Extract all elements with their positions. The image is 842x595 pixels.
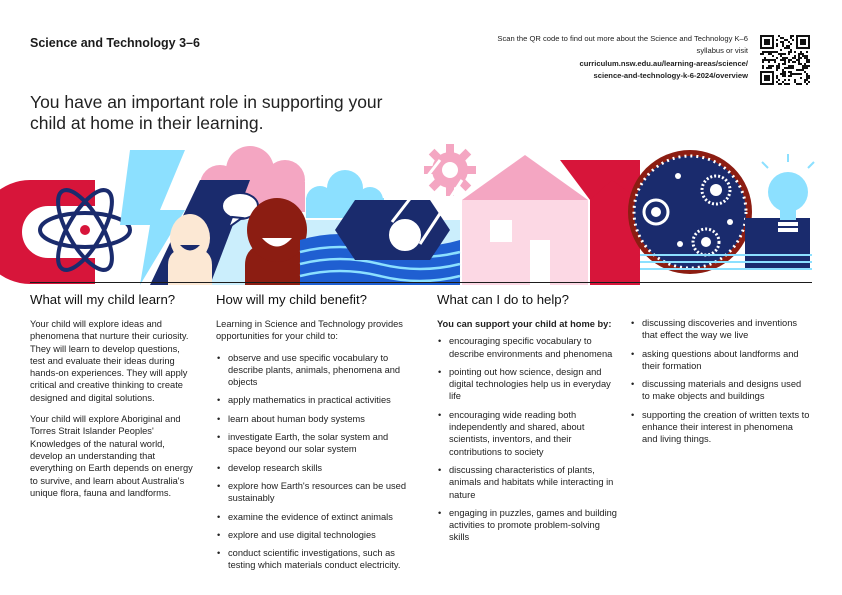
list-item: • pointing out how science, design and digital technologies help us in everyday life — [437, 366, 620, 403]
house-icon — [462, 155, 640, 285]
help-section-continued — [630, 317, 810, 452]
list-item: • examine the evidence of extinct animals — [216, 511, 412, 523]
header-title: Science and Technology 3–6 — [30, 36, 200, 50]
list-item: • apply mathematics in practical activities — [216, 394, 412, 406]
qr-instruction: Scan the QR code to find out more about the Science and Technology K–6 syllabus or visit — [497, 34, 748, 56]
list-item: • discussing materials and designs used to make objects and buildings — [630, 378, 810, 403]
adult-figure-icon — [245, 198, 309, 285]
help-heading: What can I do to help? — [437, 292, 569, 307]
list-item: • investigate Earth, the solar system and space beyond our solar system — [216, 431, 412, 456]
list-item: • learn about human body systems — [216, 413, 412, 425]
benefit-heading: How will my child benefit? — [216, 292, 367, 307]
syllabus-link-line-2[interactable]: science-and-technology-k-6-2024/overview — [593, 71, 748, 81]
help-list-continued — [630, 317, 810, 446]
list-item: • observe and use specific vocabulary to describe plants, animals, phenomena and objects — [216, 352, 412, 389]
help-list — [437, 335, 620, 543]
list-item: • explore how Earth's resources can be used sustainably — [216, 480, 412, 505]
qr-caption — [488, 33, 748, 83]
list-item: • supporting the creation of written texts to enhance their interest in phenomena and living things. — [630, 409, 810, 446]
learn-paragraph: Your child will explore Aboriginal and Torres Strait Islander Peoples' Knowledges of the natural world, develop an understanding that everything on Earth depends on energy to survive, and learn about Australia's unique flora, fauna and landforms. — [30, 414, 193, 498]
headline: You have an important role in supporting your child at home in their learning. — [30, 92, 383, 133]
help-lead: You can support your child at home by: — [437, 319, 612, 329]
list-item: • asking questions about landforms and their formation — [630, 348, 810, 373]
list-item: • conduct scientific investigations, such as testing which materials conduct electricity. — [216, 547, 412, 572]
learn-section — [30, 292, 196, 508]
benefit-list — [216, 352, 412, 572]
list-item: • encouraging wide reading both independently and shared, about scientists, inventors, and their contributions to society — [437, 409, 620, 458]
learn-paragraph: Your child will explore ideas and phenomena that nurture their curiosity. They will learn to develop questions, test and evaluate their ideas during hands-on experiences. They will apply critical and creative thinking to create designed and digital solutions. — [30, 319, 189, 403]
qr-code-icon[interactable] — [760, 35, 810, 85]
list-item: • discussing discoveries and inventions that effect the way we live — [630, 317, 810, 342]
child-figure-icon — [168, 214, 212, 285]
section-divider — [30, 282, 812, 283]
list-item: • encouraging specific vocabulary to describe environments and phenomena — [437, 335, 620, 360]
help-section — [437, 292, 620, 550]
illustration-banner — [0, 140, 842, 285]
benefit-section — [216, 292, 412, 578]
learn-heading: What will my child learn? — [30, 292, 176, 307]
list-item: • engaging in puzzles, games and building activities to promote problem-solving skills — [437, 507, 620, 544]
list-item: • explore and use digital technologies — [216, 529, 412, 541]
list-item: • discussing characteristics of plants, animals and habitats while interacting in nature — [437, 464, 620, 501]
list-item: • develop research skills — [216, 462, 412, 474]
benefit-intro: Learning in Science and Technology provides opportunities for your child to: — [216, 319, 403, 342]
syllabus-link-line-1[interactable]: curriculum.nsw.edu.au/learning-areas/science/ — [579, 58, 748, 68]
